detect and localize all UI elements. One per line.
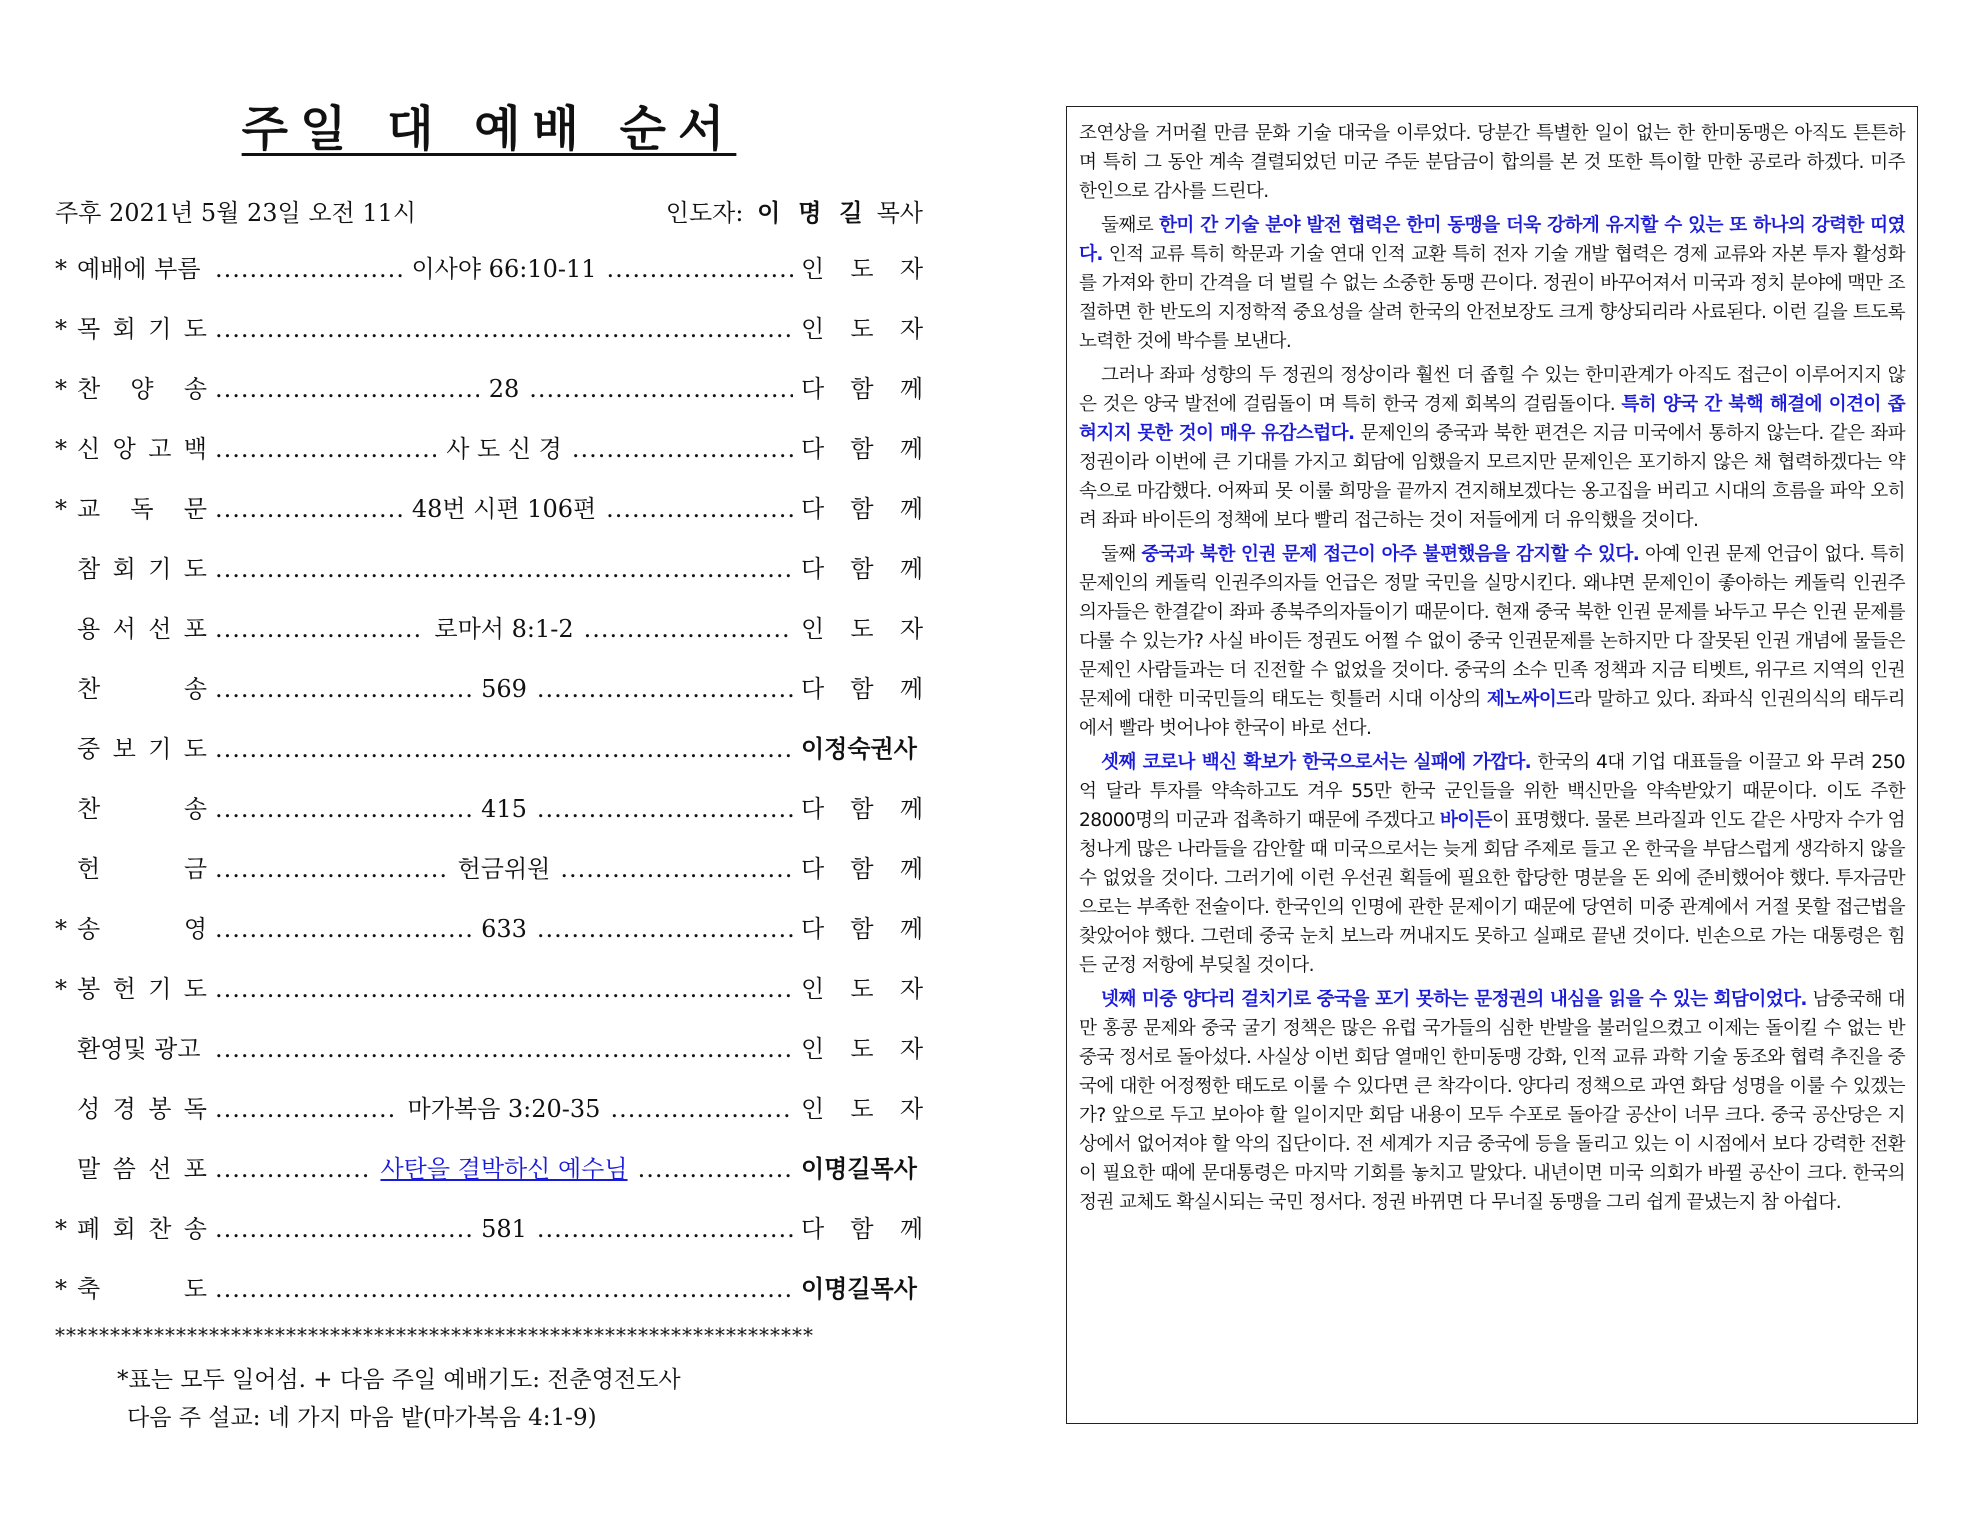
text: 라 말하고 있다. 좌파식 인권의식의 태두리에서 빨라 벗어나야 한국이 바로 선다.	[1079, 689, 1905, 739]
leader-info	[665, 193, 923, 227]
highlight: 한미 간 기술 분야 발전 협력은 한미 동맹을 더욱 강하게 유지할 수 있는 또 하나의 강력한 띠였다.	[1079, 215, 1905, 265]
order-row	[55, 1209, 923, 1269]
order-item-detail: 헌금위원	[457, 855, 551, 883]
standing-mark: *	[55, 915, 67, 943]
leader-dots	[215, 675, 793, 703]
standing-mark: *	[55, 375, 67, 403]
notes	[55, 1361, 923, 1437]
order-item-leader: 인 도 자	[801, 315, 923, 343]
paragraph-4	[1079, 540, 1905, 743]
order-item-detail: 이사야 66:10-11	[411, 255, 597, 283]
order-item-label: 송 영	[77, 915, 207, 943]
order-row	[55, 429, 923, 489]
order-item-detail: 415	[481, 795, 527, 823]
standing-mark: *	[55, 1215, 67, 1243]
leader-dots	[215, 1035, 793, 1063]
order-item-leader: 인 도 자	[801, 615, 923, 643]
leader-dots	[215, 975, 793, 1003]
order-row	[55, 729, 923, 789]
highlight: 중국과 북한 인권 문제 접근이 아주 불편했음을 감지할 수 있다.	[1141, 544, 1640, 565]
highlight: 셋째 코로나 백신 확보가 한국으로서는 실패에 가깝다.	[1101, 752, 1532, 773]
order-item-label: 목 회 기 도	[77, 315, 207, 343]
standing-mark: *	[55, 255, 67, 283]
order-item-leader: 다 함 께	[801, 675, 923, 703]
order-item-label: 중 보 기 도	[77, 735, 207, 763]
standing-mark: *	[55, 315, 67, 343]
order-item-label: 축 도	[77, 1275, 207, 1303]
paragraph-2	[1079, 211, 1905, 356]
order-item-leader: 다 함 께	[801, 855, 923, 883]
leader-label: 인도자:	[665, 199, 744, 227]
order-item-label: 환영및 광고	[77, 1035, 201, 1063]
order-row	[55, 369, 923, 429]
leader-dots	[215, 1275, 793, 1303]
order-item-detail: 581	[481, 1215, 527, 1243]
leader-dots	[215, 1215, 793, 1243]
leader-dots	[215, 795, 793, 823]
order-item-leader: 다 함 께	[801, 795, 923, 823]
note-next-sermon: 다음 주 설교: 네 가지 마음 밭(마가복음 4:1-9)	[127, 1405, 597, 1431]
order-row	[55, 489, 923, 549]
leader-dots	[215, 849, 793, 884]
order-item-leader: 이정숙권사	[801, 734, 917, 763]
sermon-title-link[interactable]: 사탄을 결박하신 예수님	[380, 1155, 628, 1183]
text: 둘째로	[1101, 215, 1159, 236]
highlight: 제노싸이드	[1486, 689, 1574, 710]
leader-dots	[215, 555, 793, 583]
leader-dots	[215, 915, 793, 943]
standing-mark: *	[55, 975, 67, 1003]
order-row	[55, 969, 923, 1029]
leader-dots	[215, 489, 793, 524]
leader-name: 이명길	[757, 198, 881, 227]
worship-order-page	[55, 90, 923, 1437]
standing-mark: *	[55, 1275, 67, 1303]
order-item-label: 성 경 봉 독	[77, 1095, 207, 1123]
order-item-label: 봉 헌 기 도	[77, 975, 207, 1003]
leader-dots	[215, 735, 793, 763]
order-item-detail: 633	[481, 915, 527, 943]
text: 아예 인권 문제 언급이 없다. 특히 문제인의 케돌릭 인권주의자들 언급은 정말 국민을 실망시킨다. 왜냐면 문제인이 좋아하는 케돌릭 인권주의자들은 한결같이 좌파 종북주의자들이기 때문이다. 현재 중국 북한 인권 문제를 놔두고 무슨 인권 문제를 다룰 수 있는가? 사실 바이든 정권도 어쩔 수 없이 중국 인권문제를 논하지만 다 잘못된 인권 개념에 물들은 문제인 사람들과는 더 진전할 수 없었을 것이다. 중국의 소수 민족 정책과 지금 티벳트, 위구르 지역의 인권문제에 대한 미국민들의 태도는 힛틀러 시대 이상의	[1079, 544, 1905, 710]
leader-title: 목사	[876, 199, 923, 227]
order-item-label: 찬 양 송	[77, 375, 207, 403]
order-item-leader: 이명길목사	[801, 1154, 917, 1183]
order-row	[55, 1269, 923, 1329]
order-row	[55, 1149, 923, 1209]
leader-dots	[215, 609, 793, 644]
order-item-label: 예배에 부름	[77, 255, 201, 283]
note-standing: *표는 모두 일어섬. + 다음 주일 예배기도: 전춘영전도사	[117, 1367, 681, 1393]
text: 남중국해 대만 홍콩 문제와 중국 굴기 정책은 많은 유럽 국가들의 심한 반발을 불러일으켰고 이제는 돌이킬 수 없는 반 중국 정서로 돌아섰다. 사실상 이번 회담 열매인 한미동맹 강화, 인적 교류 과학 기술 동조와 협력 추진을 중국에 대한 어정쩡한 태도로 이룰 수 있다면 큰 착각이다. 양다리 정책으로 과연 화담 성명을 이룰 수 있겠는가? 앞으로 두고 보아야 할 일이지만 회담 내용이 모두 수포로 돌아갈 공산이 너무 크다. 중국 공산당은 지상에서 없어져야 할 악의 집단이다. 전 세계가 지금 중국에 등을 돌리고 있는 이 시점에서 보다 강력한 전환이 필요한 때에 문대통령은 마지막 기회를 놓치고 말았다. 내년이면 미국 의회가 바뀔 공산이 크다. 한국의 정권 교체도 확실시되는 국민 정서다. 정권 바뀌면 다 무너질 동맹을 그리 쉽게 끝냈는지 참 아쉽다.	[1079, 989, 1905, 1213]
highlight: 특히 양국 간 북핵 해결에 이견이 좁혀지지 못한 것이 매우 유감스럽다.	[1079, 394, 1905, 444]
text: 인적 교류 특히 학문과 기술 연대 인적 교환 특히 전자 기술 개발 협력은 경제 교류와 자본 투자 활성화를 가져와 한미 간격을 더 벌릴 수 없는 소중한 동맹 끈이다. 정권이 바꾸어져서 미국과 정치 분야에 맥만 조절하면 한 반도의 지정학적 중요성을 살려 한국의 안전보장도 크게 향상되리라 사료된다. 이런 길을 트도록 노력한 것에 박수를 보낸다.	[1079, 244, 1905, 352]
leader-dots	[215, 375, 793, 403]
leader-dots	[215, 249, 793, 284]
order-item-label: 말 씀 선 포	[77, 1155, 207, 1183]
order-item-leader: 다 함 께	[801, 1215, 923, 1243]
order-row	[55, 909, 923, 969]
date-line	[55, 193, 923, 227]
order-item-label: 폐 회 찬 송	[77, 1215, 207, 1243]
order-item-label: 용 서 선 포	[77, 615, 207, 643]
order-item-leader: 다 함 께	[801, 915, 923, 943]
order-row	[55, 1089, 923, 1149]
order-row	[55, 1029, 923, 1089]
order-row	[55, 789, 923, 849]
text: 이 표명했다. 물론 브라질과 인도 같은 사망자 수가 엄청나게 많은 나라들을 감안할 때 미국으로서는 늦게 회담 주제로 들고 온 한국을 부담스럽게 생각하지 않을 수 없었을 것이다. 그러기에 이런 우선권 획들에 필요한 합당한 명분을 돈 외에 준비했어야 했다. 투자금만으로는 부족한 전술이다. 한국인의 인명에 관한 문제이기 때문에 당연히 미중 관계에서 거절 못할 접근법을 찾았어야 했다. 그런데 중국 눈치 보느라 꺼내지도 못하고 실패로 끝낸 것이다. 빈손으로 가는 대통령은 힘든 군정 저항에 부딪칠 것이다.	[1079, 810, 1905, 976]
leader-dots	[215, 1089, 793, 1124]
divider: *********************************************************************	[55, 1323, 814, 1347]
highlight: 바이든	[1439, 810, 1492, 831]
page-title: 주일 대 예배 순서	[241, 101, 737, 157]
column-article	[1066, 106, 1918, 1424]
order-item-label: 찬 송	[77, 675, 207, 703]
order-row	[55, 849, 923, 909]
text: 둘째	[1101, 544, 1142, 565]
order-item-detail: 28	[488, 375, 520, 403]
text: 한국의 4대 기업 대표들을 이끌고 와 무려 250억 달라 투자를 약속하고도 겨우 55만 한국 군인들을 위한 백신만을 약속받았기 때문이다. 이도 주한 28000명의 미군과 접촉하기 때문에 주겠다고	[1079, 752, 1905, 831]
order-row	[55, 249, 923, 309]
order-list	[55, 249, 923, 1329]
order-row	[55, 309, 923, 369]
order-row	[55, 669, 923, 729]
order-item-leader: 인 도 자	[801, 1035, 923, 1063]
order-item-leader: 이명길목사	[801, 1274, 917, 1303]
order-item-detail: 로마서 8:1-2	[434, 615, 574, 643]
leader-dots	[215, 1149, 793, 1184]
order-item-label: 찬 송	[77, 795, 207, 823]
order-item-leader: 다 함 께	[801, 495, 923, 523]
text: 그러나 좌파 성향의 두 정권의 정상이라 훨씬 더 좁힐 수 있는 한미관계가 아직도 접근이 이루어지지 않은 것은 양국 발전에 걸림돌이 며 특히 한국 경제 회복의 걸림돌이다.	[1079, 365, 1905, 415]
paragraph-3	[1079, 361, 1905, 535]
highlight: 넷째 미중 양다리 걸치기로 중국을 포기 못하는 문정권의 내심을 읽을 수 있는 회담이었다.	[1101, 989, 1807, 1010]
text: 문제인의 중국과 북한 편견은 지금 미국에서 통하지 않는다. 같은 좌파 정권이라 이번에 큰 기대를 가지고 회담에 임했을지 모르지만 문제인은 포기하지 않은 채 협력하겠다는 약속으로 마감했다. 어짜피 못 이룰 희망을 끝까지 견지해보겠다는 옹고집을 버리고 시대의 흐름을 파악 오히려 좌파 바이든의 정책에 보다 빨리 접근하는 것이 저들에게 더 유익했을 것이다.	[1079, 423, 1905, 531]
paragraph-1: 조연상을 거머쥘 만큼 문화 기술 대국을 이루었다. 당분간 특별한 일이 없는 한 한미동맹은 아직도 튼튼하며 특히 그 동안 계속 결렬되었던 미군 주둔 분담금이 합의를 본 것 또한 특이할 만한 공로라 하겠다. 미주 한인으로 감사를 드린다.	[1079, 123, 1905, 202]
order-item-leader: 인 도 자	[801, 975, 923, 1003]
order-row	[55, 609, 923, 669]
order-item-leader: 인 도 자	[801, 255, 923, 283]
order-item-leader: 인 도 자	[801, 1095, 923, 1123]
order-item-detail: 사 도 신 경	[446, 435, 562, 463]
standing-mark: *	[55, 495, 67, 523]
order-item-detail: 48번 시편 106편	[411, 495, 597, 523]
order-item-leader: 다 함 께	[801, 435, 923, 463]
order-item-label: 교 독 문	[77, 495, 207, 523]
order-item-leader: 다 함 께	[801, 375, 923, 403]
order-row	[55, 549, 923, 609]
paragraph-5	[1079, 748, 1905, 980]
order-item-label: 신 앙 고 백	[77, 435, 207, 463]
service-date: 주후 2021년 5월 23일 오전 11시	[55, 199, 417, 227]
standing-mark: *	[55, 435, 67, 463]
leader-dots	[215, 315, 793, 343]
order-item-detail: 마가복음 3:20-35	[407, 1095, 601, 1123]
leader-dots	[215, 429, 793, 464]
order-item-label: 헌 금	[77, 855, 207, 883]
order-item-leader: 다 함 께	[801, 555, 923, 583]
paragraph-6	[1079, 985, 1905, 1217]
order-item-detail: 569	[481, 675, 527, 703]
order-item-label: 참 회 기 도	[77, 555, 207, 583]
